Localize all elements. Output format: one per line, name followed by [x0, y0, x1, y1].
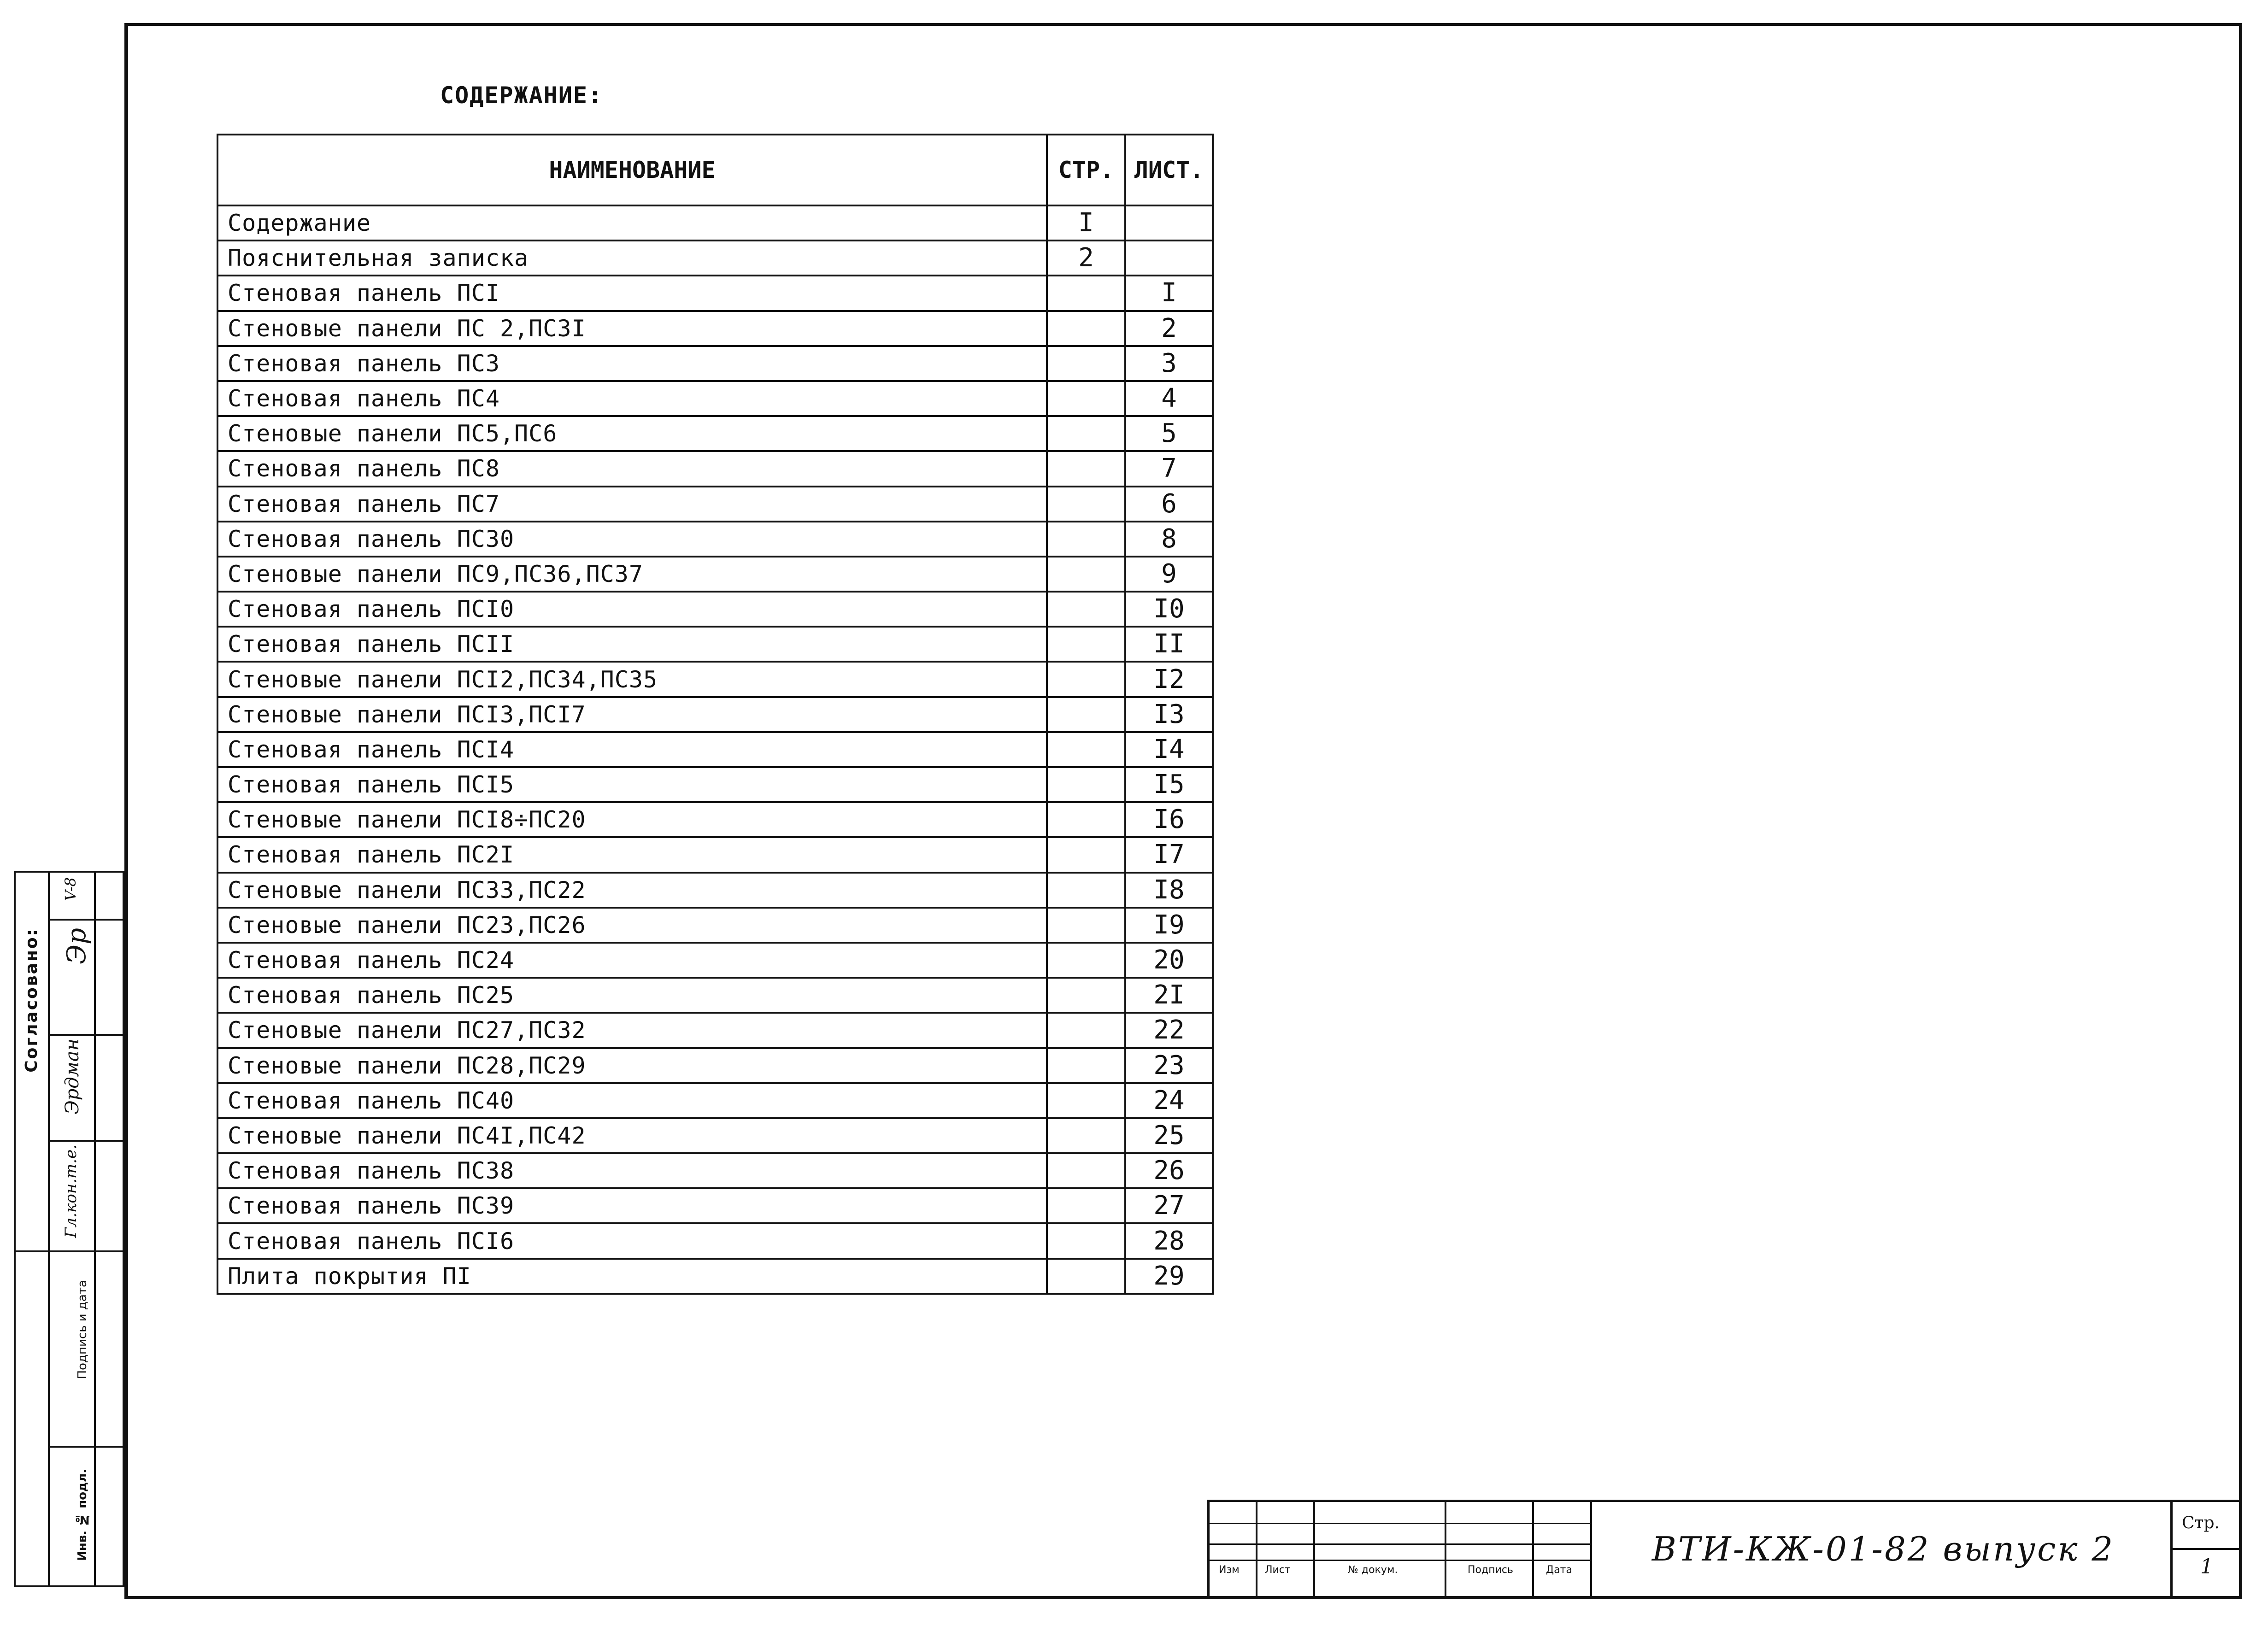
- row-name: Стеновая панель ПС30: [217, 522, 1047, 557]
- row-page: [1047, 1118, 1125, 1153]
- row-sheet: 7: [1125, 451, 1213, 486]
- row-name: Стеновая панель ПСI4: [217, 732, 1047, 767]
- row-sheet: 27: [1125, 1188, 1213, 1223]
- row-sheet: 5: [1125, 416, 1213, 451]
- row-page: 2: [1047, 241, 1125, 276]
- page-label: Стр.: [2182, 1514, 2220, 1532]
- row-sheet: 29: [1125, 1259, 1213, 1294]
- row-page: [1047, 1153, 1125, 1188]
- row-sheet: 3: [1125, 346, 1213, 381]
- row-name: Стеновые панели ПСI8÷ПС20: [217, 802, 1047, 837]
- contents-table-body: [217, 205, 1213, 1294]
- row-sheet: I2: [1125, 662, 1213, 697]
- row-page: [1047, 802, 1125, 837]
- row-sheet: 28: [1125, 1223, 1213, 1258]
- row-page: [1047, 346, 1125, 381]
- row-name: Стеновая панель ПСI0: [217, 592, 1047, 627]
- row-name: Стеновые панели ПС4I,ПС42: [217, 1118, 1047, 1153]
- row-name: Стеновая панель ПС38: [217, 1153, 1047, 1188]
- label-signature: Подпись: [1468, 1564, 1513, 1576]
- row-sheet: II: [1125, 627, 1213, 662]
- row-name: Стеновая панель ПС39: [217, 1188, 1047, 1223]
- revision-grid: [1210, 1502, 1592, 1599]
- row-page: [1047, 1013, 1125, 1048]
- table-row: [217, 1153, 1213, 1188]
- inventory-label: Инв. № подл.: [76, 1469, 89, 1561]
- row-name: Стеновая панель ПС7: [217, 487, 1047, 522]
- approval-stamp: [14, 871, 124, 1587]
- row-sheet: I9: [1125, 908, 1213, 943]
- label-document-number: № докум.: [1348, 1564, 1398, 1576]
- table-row: [217, 1048, 1213, 1083]
- row-page: [1047, 908, 1125, 943]
- row-sheet: I7: [1125, 837, 1213, 872]
- row-name: Стеновые панели ПСI3,ПСI7: [217, 697, 1047, 732]
- label-sheet: Лист: [1265, 1564, 1291, 1576]
- table-row: [217, 416, 1213, 451]
- row-sheet: I3: [1125, 697, 1213, 732]
- table-row: [217, 1118, 1213, 1153]
- table-row: [217, 381, 1213, 416]
- row-page: [1047, 487, 1125, 522]
- table-row: [217, 557, 1213, 592]
- row-page: [1047, 1048, 1125, 1083]
- document-code: ВТИ-КЖ-01-82 выпуск 2: [1652, 1530, 2115, 1568]
- row-sheet: I8: [1125, 873, 1213, 908]
- row-name: Стеновая панель ПСII: [217, 627, 1047, 662]
- column-header-sheet: ЛИСТ.: [1125, 135, 1213, 205]
- row-sheet: I6: [1125, 802, 1213, 837]
- row-name: Стеновая панель ПС24: [217, 943, 1047, 978]
- table-row: [217, 487, 1213, 522]
- row-page: [1047, 1083, 1125, 1118]
- table-row: [217, 522, 1213, 557]
- row-sheet: 2: [1125, 311, 1213, 346]
- row-page: [1047, 381, 1125, 416]
- row-name: Стеновая панель ПС25: [217, 978, 1047, 1013]
- row-sheet: 9: [1125, 557, 1213, 592]
- table-row: [217, 1223, 1213, 1258]
- row-name: Стеновая панель ПСI6: [217, 1223, 1047, 1258]
- row-name: Содержание: [217, 205, 1047, 241]
- row-page: [1047, 697, 1125, 732]
- stamp-signature: Эр: [62, 928, 92, 964]
- row-page: [1047, 627, 1125, 662]
- table-row: [217, 241, 1213, 276]
- table-row: [217, 205, 1213, 241]
- row-name: Стеновые панели ПС28,ПС29: [217, 1048, 1047, 1083]
- row-page: I: [1047, 205, 1125, 241]
- row-name: Стеновые панели ПС23,ПС26: [217, 908, 1047, 943]
- row-name: Стеновые панели ПС 2,ПС3I: [217, 311, 1047, 346]
- row-sheet: I4: [1125, 732, 1213, 767]
- table-row: [217, 1188, 1213, 1223]
- contents-heading: СОДЕРЖАНИЕ:: [440, 82, 603, 109]
- row-name: Стеновая панель ПС3: [217, 346, 1047, 381]
- table-header-row: [217, 135, 1213, 205]
- table-row: [217, 627, 1213, 662]
- row-sheet: I: [1125, 276, 1213, 311]
- stamp-date: V-8: [62, 877, 79, 901]
- row-name: Стеновая панель ПС40: [217, 1083, 1047, 1118]
- signature-date-label: Подпись и дата: [76, 1280, 89, 1379]
- stamp-surname: Эрдман: [62, 1038, 83, 1115]
- row-sheet: [1125, 205, 1213, 241]
- row-page: [1047, 557, 1125, 592]
- page-box: [2170, 1502, 2242, 1599]
- row-page: [1047, 522, 1125, 557]
- row-sheet: 20: [1125, 943, 1213, 978]
- table-row: [217, 1259, 1213, 1294]
- row-name: Стеновая панель ПСI5: [217, 767, 1047, 802]
- row-page: [1047, 592, 1125, 627]
- column-header-name: НАИМЕНОВАНИЕ: [217, 135, 1047, 205]
- table-row: [217, 311, 1213, 346]
- row-page: [1047, 732, 1125, 767]
- row-page: [1047, 1188, 1125, 1223]
- table-row: [217, 767, 1213, 802]
- label-change: Изм: [1219, 1564, 1240, 1576]
- table-row: [217, 697, 1213, 732]
- row-name: Стеновая панель ПС8: [217, 451, 1047, 486]
- row-sheet: 8: [1125, 522, 1213, 557]
- row-name: Стеновая панель ПС2I: [217, 837, 1047, 872]
- table-row: [217, 837, 1213, 872]
- row-sheet: I5: [1125, 767, 1213, 802]
- row-sheet: 26: [1125, 1153, 1213, 1188]
- row-page: [1047, 767, 1125, 802]
- column-header-page: СТР.: [1047, 135, 1125, 205]
- row-sheet: 24: [1125, 1083, 1213, 1118]
- row-page: [1047, 662, 1125, 697]
- row-name: Стеновые панели ПС27,ПС32: [217, 1013, 1047, 1048]
- row-page: [1047, 1259, 1125, 1294]
- row-sheet: 2I: [1125, 978, 1213, 1013]
- agreed-label: Согласовано:: [22, 928, 41, 1073]
- row-page: [1047, 451, 1125, 486]
- table-row: [217, 1083, 1213, 1118]
- row-name: Стеновая панель ПС4: [217, 381, 1047, 416]
- row-name: Стеновые панели ПС33,ПС22: [217, 873, 1047, 908]
- table-row: [217, 873, 1213, 908]
- row-name: Стеновые панели ПС5,ПС6: [217, 416, 1047, 451]
- row-name: Стеновая панель ПСI: [217, 276, 1047, 311]
- inventory-block: [16, 1252, 124, 1587]
- row-sheet: 25: [1125, 1118, 1213, 1153]
- table-row: [217, 978, 1213, 1013]
- table-row: [217, 943, 1213, 978]
- table-row: [217, 451, 1213, 486]
- row-page: [1047, 276, 1125, 311]
- page-number: 1: [2200, 1555, 2213, 1578]
- row-name: Стеновые панели ПСI2,ПС34,ПС35: [217, 662, 1047, 697]
- row-page: [1047, 311, 1125, 346]
- table-row: [217, 1013, 1213, 1048]
- row-sheet: [1125, 241, 1213, 276]
- row-page: [1047, 978, 1125, 1013]
- row-sheet: 4: [1125, 381, 1213, 416]
- row-page: [1047, 837, 1125, 872]
- stamp-position: Гл.кон.т.е.: [62, 1144, 80, 1238]
- title-block: [1207, 1500, 2242, 1599]
- agreed-block: [16, 873, 124, 1252]
- row-name: Пояснительная записка: [217, 241, 1047, 276]
- row-page: [1047, 943, 1125, 978]
- row-name: Стеновые панели ПС9,ПС36,ПС37: [217, 557, 1047, 592]
- row-sheet: 23: [1125, 1048, 1213, 1083]
- table-row: [217, 732, 1213, 767]
- row-page: [1047, 873, 1125, 908]
- table-row: [217, 592, 1213, 627]
- row-page: [1047, 1223, 1125, 1258]
- table-row: [217, 908, 1213, 943]
- label-date: Дата: [1546, 1564, 1572, 1576]
- row-name: Плита покрытия ПI: [217, 1259, 1047, 1294]
- table-row: [217, 802, 1213, 837]
- table-row: [217, 346, 1213, 381]
- row-sheet: I0: [1125, 592, 1213, 627]
- row-sheet: 22: [1125, 1013, 1213, 1048]
- row-sheet: 6: [1125, 487, 1213, 522]
- row-page: [1047, 416, 1125, 451]
- table-row: [217, 662, 1213, 697]
- contents-table: [217, 134, 1214, 1295]
- table-row: [217, 276, 1213, 311]
